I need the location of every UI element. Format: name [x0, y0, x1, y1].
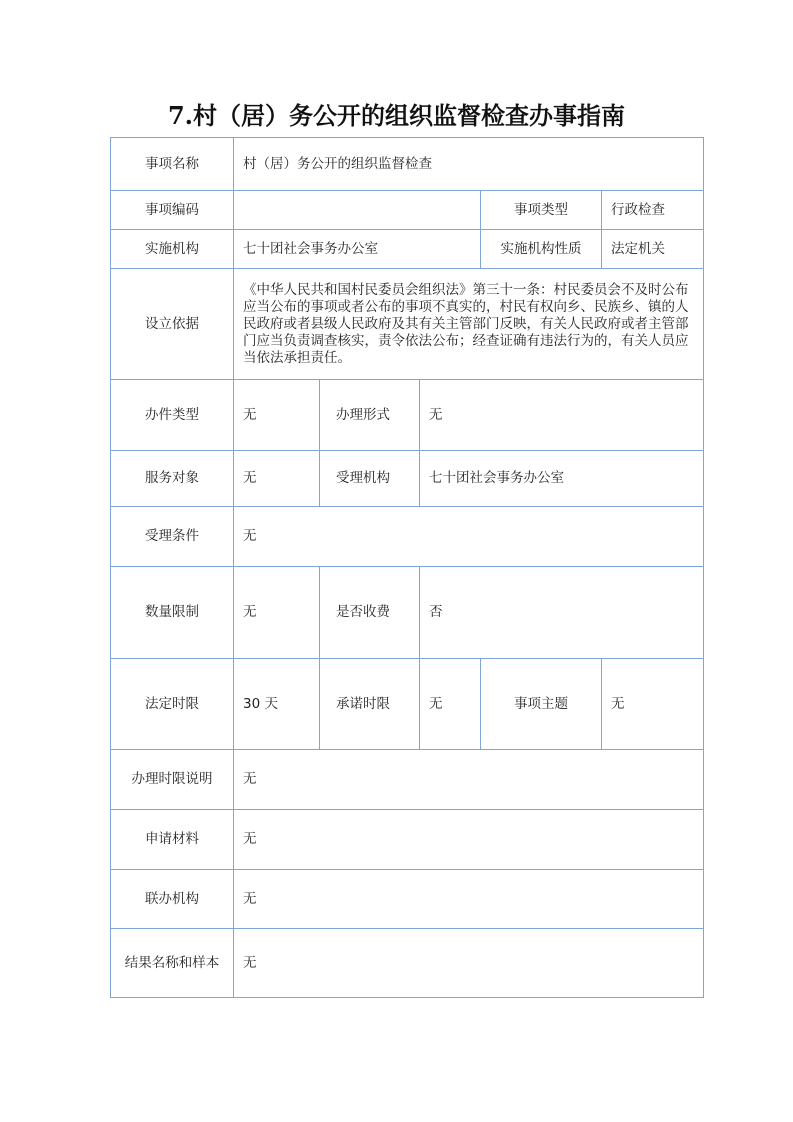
guide-table	[110, 137, 704, 998]
acceptor-label: 受理机构	[320, 451, 420, 507]
time-note-label: 办理时限说明	[111, 750, 234, 810]
item-type-label: 事项类型	[481, 191, 602, 230]
promise-value: 无	[420, 659, 481, 750]
theme-label: 事项主题	[481, 659, 602, 750]
agency-label: 实施机构	[111, 230, 234, 269]
agency-nature-value: 法定机关	[602, 230, 704, 269]
handle-form-value: 无	[420, 380, 704, 451]
time-note-value: 无	[234, 750, 704, 810]
table-row-basis	[111, 269, 704, 380]
joint-agency-value: 无	[234, 870, 704, 929]
time-limit-value: 30 天	[234, 659, 320, 750]
table-row-item-code	[111, 191, 704, 230]
fee-value: 否	[420, 567, 704, 659]
table-row-item-name	[111, 138, 704, 191]
handle-type-value: 无	[234, 380, 320, 451]
item-type-value: 行政检查	[602, 191, 704, 230]
service-target-value: 无	[234, 451, 320, 507]
joint-agency-label: 联办机构	[111, 870, 234, 929]
handle-form-label: 办理形式	[320, 380, 420, 451]
basis-value: 《中华人民共和国村民委员会组织法》第三十一条：村民委员会不及时公布应当公布的事项或者公布的事项不真实的，村民有权向乡、民族乡、镇的人民政府或者县级人民政府及其有关主管部门反映，有关人民政府或者主管部门应当负责调查核实，责令依法公布；经查证确有违法行为的，有关人员应当依法承担责任。	[234, 269, 704, 380]
table-row-handle-type	[111, 380, 704, 451]
service-target-label: 服务对象	[111, 451, 234, 507]
result-value: 无	[234, 929, 704, 998]
fee-label: 是否收费	[320, 567, 420, 659]
table-row-agency	[111, 230, 704, 269]
page-title: 7.村（居）务公开的组织监督检查办事指南	[167, 101, 626, 130]
table-row-time-limit	[111, 659, 704, 750]
table-row-materials	[111, 810, 704, 870]
acceptor-value: 七十团社会事务办公室	[420, 451, 704, 507]
table-row-conditions	[111, 507, 704, 567]
materials-label: 申请材料	[111, 810, 234, 870]
item-name-label: 事项名称	[111, 138, 234, 191]
handle-type-label: 办件类型	[111, 380, 234, 451]
quantity-limit-label: 数量限制	[111, 567, 234, 659]
agency-value: 七十团社会事务办公室	[234, 230, 481, 269]
materials-value: 无	[234, 810, 704, 870]
agency-nature-label: 实施机构性质	[481, 230, 602, 269]
time-limit-label: 法定时限	[111, 659, 234, 750]
item-name-value: 村（居）务公开的组织监督检查	[234, 138, 704, 191]
table-row-time-note	[111, 750, 704, 810]
table-row-joint-agency	[111, 870, 704, 929]
theme-value: 无	[602, 659, 704, 750]
table-row-service-target	[111, 451, 704, 507]
conditions-label: 受理条件	[111, 507, 234, 567]
item-code-label: 事项编码	[111, 191, 234, 230]
quantity-limit-value: 无	[234, 567, 320, 659]
basis-label: 设立依据	[111, 269, 234, 380]
promise-label: 承诺时限	[320, 659, 420, 750]
table-row-result	[111, 929, 704, 998]
table-row-quantity-limit	[111, 567, 704, 659]
conditions-value: 无	[234, 507, 704, 567]
item-code-value	[234, 191, 481, 230]
result-label: 结果名称和样本	[111, 929, 234, 998]
